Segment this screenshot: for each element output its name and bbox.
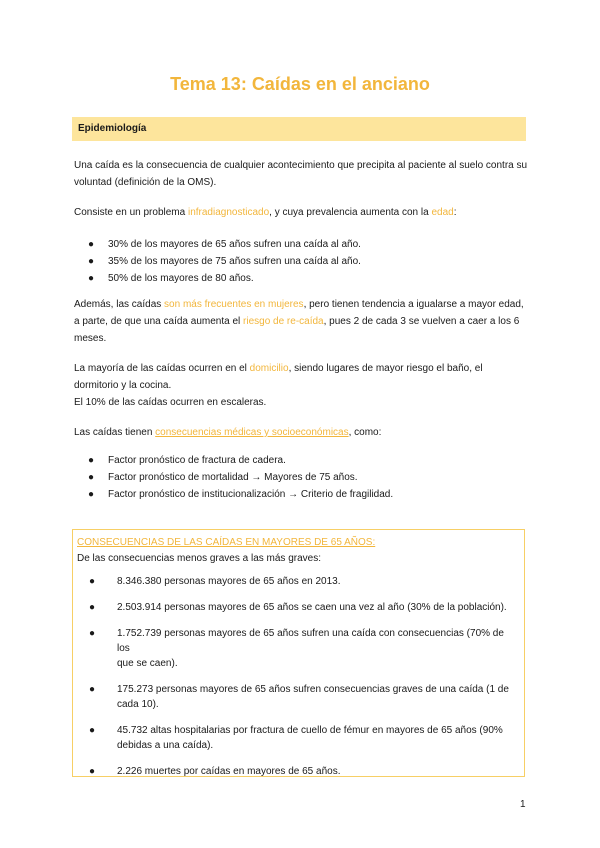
text-run: , pues 2 de cada 3 se vuelven a caer a los 6 bbox=[323, 316, 520, 327]
text-run: Además, las caídas bbox=[74, 299, 165, 310]
list-item bbox=[77, 574, 517, 589]
text-run: : bbox=[453, 207, 457, 218]
list-item-text: que se caen). bbox=[117, 658, 178, 669]
text-run: a parte, de que una caída aumenta el bbox=[74, 316, 244, 327]
section-header-epidemiologia bbox=[72, 117, 526, 141]
gender-risk-paragraph bbox=[74, 296, 534, 347]
list-item-text: 30% de los mayores de 65 años sufren una caída al año. bbox=[108, 239, 361, 250]
text-run: Consiste en un problema bbox=[74, 207, 188, 218]
list-item-text: 1.752.739 personas mayores de 65 años sufren una caída con consecuencias (70% de los bbox=[117, 628, 504, 654]
list-item bbox=[77, 600, 517, 615]
bullet-icon: ● bbox=[89, 684, 96, 695]
list-item-text: 2.226 muertes por caídas en mayores de 65 años. bbox=[117, 766, 341, 777]
list-item-text: 2.503.914 personas mayores de 65 años se caen una vez al año (30% de la población). bbox=[117, 602, 507, 613]
list-item-text: 8.346.380 personas mayores de 65 años en 2013. bbox=[117, 576, 341, 587]
text-run: , siendo lugares de mayor riesgo el baño, el bbox=[288, 363, 483, 374]
bullet-icon: ● bbox=[88, 489, 95, 500]
intro-paragraph bbox=[74, 157, 534, 191]
list-item-text: 50% de los mayores de 80 años. bbox=[108, 273, 254, 284]
bullet-icon: ● bbox=[88, 256, 95, 267]
highlight-re-caida: riesgo de re-caída bbox=[243, 316, 324, 327]
age-prevalence-list bbox=[74, 236, 534, 287]
text-run: meses. bbox=[74, 333, 107, 344]
list-item bbox=[74, 486, 534, 503]
text-run: , como: bbox=[348, 427, 382, 438]
page-number: 1 bbox=[520, 799, 526, 810]
intro-line-1: Una caída es la consecuencia de cualquier acontecimiento que precipita al paciente al suelo contra su bbox=[74, 160, 528, 171]
list-item-text: Factor pronóstico de mortalidad → Mayores de 75 años. bbox=[108, 472, 358, 483]
list-item bbox=[74, 452, 534, 469]
highlight-consecuencias: consecuencias médicas y socioeconómicas bbox=[155, 427, 349, 438]
list-item bbox=[77, 764, 517, 779]
text-run: , y cuya prevalencia aumenta con la bbox=[269, 207, 432, 218]
intro-line-2: voluntad (definición de la OMS). bbox=[74, 177, 217, 188]
section-header-label: Epidemiología bbox=[78, 123, 147, 134]
list-item bbox=[74, 270, 534, 287]
list-item-text: debidas a una caída). bbox=[117, 740, 214, 751]
bullet-icon: ● bbox=[89, 602, 96, 613]
list-item bbox=[77, 723, 517, 753]
prognostic-factor-list bbox=[74, 452, 534, 503]
list-item-text: cada 10). bbox=[117, 699, 159, 710]
consequences-paragraph bbox=[74, 424, 534, 441]
prevalence-paragraph bbox=[74, 204, 534, 221]
highlight-mujeres: son más frecuentes en mujeres bbox=[164, 299, 304, 310]
list-item-text: Factor pronóstico de institucionalización → Criterio de fragilidad. bbox=[108, 489, 394, 500]
page-title: Tema 13: Caídas en el anciano bbox=[170, 74, 430, 94]
bullet-icon: ● bbox=[89, 628, 96, 639]
bullet-icon: ● bbox=[88, 472, 95, 483]
list-item bbox=[74, 253, 534, 270]
location-paragraph bbox=[74, 360, 534, 411]
text-run: El 10% de las caídas ocurren en escaleras. bbox=[74, 397, 267, 408]
list-item bbox=[74, 236, 534, 253]
bullet-icon: ● bbox=[88, 239, 95, 250]
highlight-edad: edad bbox=[431, 207, 454, 218]
callout-list bbox=[77, 574, 517, 779]
bullet-icon: ● bbox=[88, 455, 95, 466]
list-item-text: 175.273 personas mayores de 65 años sufren consecuencias graves de una caída (1 de bbox=[117, 684, 509, 695]
text-run: La mayoría de las caídas ocurren en el bbox=[74, 363, 250, 374]
highlight-domicilio: domicilio bbox=[249, 363, 289, 374]
list-item bbox=[77, 682, 517, 712]
list-item-text: 45.732 altas hospitalarias por fractura de cuello de fémur en mayores de 65 años (90% bbox=[117, 725, 503, 736]
bullet-icon: ● bbox=[89, 725, 96, 736]
text-run: Las caídas tienen bbox=[74, 427, 156, 438]
bullet-icon: ● bbox=[89, 766, 96, 777]
list-item bbox=[74, 469, 534, 486]
bullet-icon: ● bbox=[89, 576, 96, 587]
callout-subheading: De las consecuencias menos graves a las más graves: bbox=[77, 553, 322, 564]
text-run: dormitorio y la cocina. bbox=[74, 380, 172, 391]
highlight-infradiagnosticado: infradiagnosticado bbox=[187, 207, 270, 218]
text-run: , pero tienen tendencia a igualarse a mayor edad, bbox=[303, 299, 524, 310]
list-item-text: 35% de los mayores de 75 años sufren una caída al año. bbox=[108, 256, 361, 267]
list-item-text: Factor pronóstico de fractura de cadera. bbox=[108, 455, 286, 466]
bullet-icon: ● bbox=[88, 273, 95, 284]
list-item bbox=[77, 626, 517, 671]
callout-heading: CONSECUENCIAS DE LAS CAÍDAS EN MAYORES DE 65 AÑOS: bbox=[77, 537, 376, 548]
consequences-callout-box bbox=[72, 529, 525, 777]
